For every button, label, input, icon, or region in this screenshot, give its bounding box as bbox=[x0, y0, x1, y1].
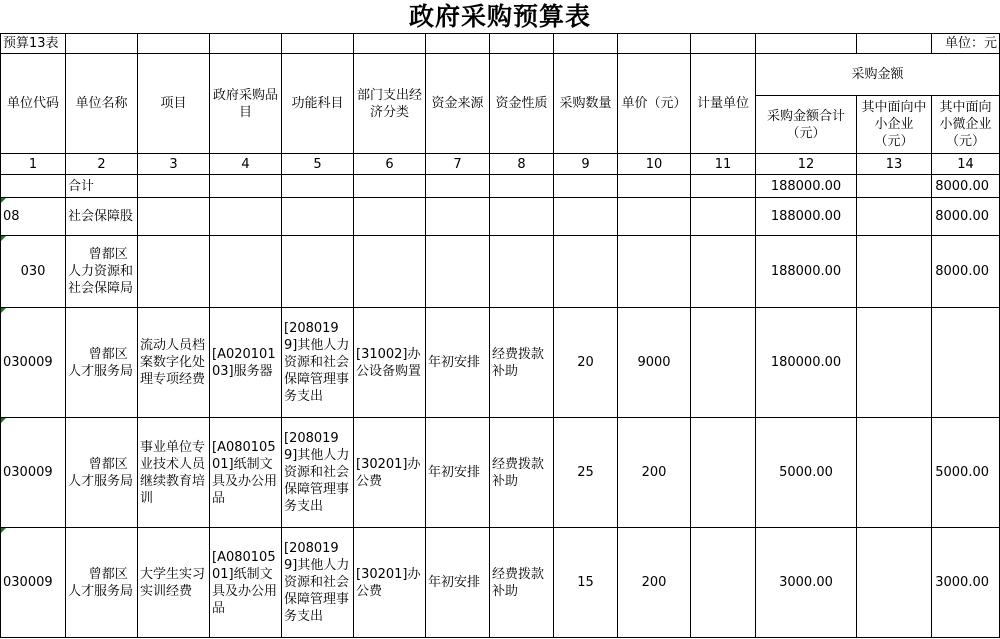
header-fund-nature[interactable]: 资金性质 bbox=[490, 54, 554, 154]
cell-qty[interactable] bbox=[554, 175, 618, 198]
cell-econ[interactable] bbox=[354, 236, 426, 308]
cell-price[interactable] bbox=[618, 198, 691, 236]
budget-table bbox=[0, 33, 1000, 638]
col-number[interactable]: 5 bbox=[282, 154, 354, 175]
cell-item[interactable]: [A08010501]纸制文具及办公用品 bbox=[210, 528, 282, 638]
col-number[interactable]: 4 bbox=[210, 154, 282, 175]
col-number[interactable]: 12 bbox=[756, 154, 857, 175]
header-quantity[interactable]: 采购数量 bbox=[554, 54, 618, 154]
cell-func[interactable]: [2080199]其他人力资源和社会保障管理事务支出 bbox=[282, 308, 354, 418]
cell-project[interactable] bbox=[138, 236, 210, 308]
cell-name[interactable]: 曾都区人才服务局 bbox=[66, 308, 138, 418]
cell[interactable] bbox=[554, 34, 618, 54]
cell-total[interactable]: 188000.00 bbox=[756, 198, 857, 236]
cell-item[interactable]: [A08010501]纸制文具及办公用品 bbox=[210, 418, 282, 528]
cell-qty[interactable] bbox=[554, 198, 618, 236]
cell-project[interactable] bbox=[138, 175, 210, 198]
table-row bbox=[1, 198, 1000, 236]
cell-qty[interactable] bbox=[554, 236, 618, 308]
cell-econ[interactable]: [30201]办公费 bbox=[354, 418, 426, 528]
cell-code[interactable]: 08 bbox=[1, 198, 66, 236]
cell-source[interactable]: 年初安排 bbox=[426, 418, 490, 528]
cell-unit[interactable] bbox=[691, 418, 756, 528]
cell-total[interactable]: 188000.00 bbox=[756, 236, 857, 308]
cell-func[interactable] bbox=[282, 198, 354, 236]
cell[interactable] bbox=[354, 34, 426, 54]
cell-sme[interactable] bbox=[857, 308, 932, 418]
cell-func[interactable]: [2080199]其他人力资源和社会保障管理事务支出 bbox=[282, 528, 354, 638]
cell-sme[interactable] bbox=[857, 418, 932, 528]
cell-item[interactable] bbox=[210, 198, 282, 236]
cell[interactable] bbox=[282, 34, 354, 54]
cell-func[interactable] bbox=[282, 175, 354, 198]
col-number[interactable]: 1 bbox=[1, 154, 66, 175]
cell-nature[interactable] bbox=[490, 236, 554, 308]
cell-price[interactable]: 9000 bbox=[618, 308, 691, 418]
cell-micro[interactable]: 8000.00 bbox=[932, 198, 1000, 236]
header-unit-price[interactable]: 单价（元） bbox=[618, 54, 691, 154]
col-number[interactable]: 6 bbox=[354, 154, 426, 175]
col-number[interactable]: 3 bbox=[138, 154, 210, 175]
col-number[interactable]: 10 bbox=[618, 154, 691, 175]
cell-sme[interactable] bbox=[857, 198, 932, 236]
cell[interactable] bbox=[756, 34, 857, 54]
table-row bbox=[1, 236, 1000, 308]
cell-code[interactable]: 030009 bbox=[1, 528, 66, 638]
header-amount-total[interactable]: 采购金额合计（元） bbox=[756, 96, 857, 154]
cell-code[interactable]: 030009 bbox=[1, 418, 66, 528]
cell-name[interactable]: 曾都区人才服务局 bbox=[66, 418, 138, 528]
cell-code[interactable]: 030 bbox=[1, 236, 66, 308]
cell-total[interactable]: 3000.00 bbox=[756, 528, 857, 638]
cell-name[interactable]: 曾都区人才服务局 bbox=[66, 528, 138, 638]
cell-unit[interactable] bbox=[691, 308, 756, 418]
cell[interactable] bbox=[210, 34, 282, 54]
cell-item[interactable]: [A02010103]服务器 bbox=[210, 308, 282, 418]
col-number[interactable]: 7 bbox=[426, 154, 490, 175]
table-row bbox=[1, 418, 1000, 528]
unit-label[interactable]: 单位：元 bbox=[932, 34, 1000, 54]
cell-project[interactable]: 事业单位专业技术人员继续教育培训 bbox=[138, 418, 210, 528]
cell-project[interactable]: 流动人员档案数字化处理专项经费 bbox=[138, 308, 210, 418]
cell[interactable] bbox=[426, 34, 490, 54]
cell-total[interactable]: 188000.00 bbox=[756, 175, 857, 198]
header-procurement-item[interactable]: 政府采购品目 bbox=[210, 54, 282, 154]
cell-sme[interactable] bbox=[857, 175, 932, 198]
cell-nature[interactable] bbox=[490, 175, 554, 198]
cell-price[interactable] bbox=[618, 236, 691, 308]
cell-nature[interactable]: 经费拨款补助 bbox=[490, 418, 554, 528]
cell-total[interactable]: 180000.00 bbox=[756, 308, 857, 418]
cell-unit[interactable] bbox=[691, 236, 756, 308]
header-amount-micro[interactable]: 其中面向小微企业（元） bbox=[932, 96, 1000, 154]
header-fund-source[interactable]: 资金来源 bbox=[426, 54, 490, 154]
cell-nature[interactable]: 经费拨款补助 bbox=[490, 528, 554, 638]
col-number[interactable]: 8 bbox=[490, 154, 554, 175]
header-economic-class[interactable]: 部门支出经济分类 bbox=[354, 54, 426, 154]
header-unit-name[interactable]: 单位名称 bbox=[66, 54, 138, 154]
header-row-1 bbox=[1, 54, 1000, 96]
table-code[interactable]: 预算13表 bbox=[1, 34, 66, 54]
cell-sme[interactable] bbox=[857, 528, 932, 638]
header-measure-unit[interactable]: 计量单位 bbox=[691, 54, 756, 154]
cell-econ[interactable]: [31002]办公设备购置 bbox=[354, 308, 426, 418]
table-row bbox=[1, 528, 1000, 638]
cell[interactable] bbox=[490, 34, 554, 54]
table-row bbox=[1, 308, 1000, 418]
cell-item[interactable] bbox=[210, 175, 282, 198]
cell-total[interactable]: 5000.00 bbox=[756, 418, 857, 528]
cell[interactable] bbox=[618, 34, 691, 54]
cell-func[interactable]: [2080199]其他人力资源和社会保障管理事务支出 bbox=[282, 418, 354, 528]
cell-econ[interactable]: [30201]办公费 bbox=[354, 528, 426, 638]
cell[interactable] bbox=[138, 34, 210, 54]
header-project[interactable]: 项目 bbox=[138, 54, 210, 154]
cell-unit[interactable] bbox=[691, 528, 756, 638]
cell-source[interactable]: 年初安排 bbox=[426, 528, 490, 638]
cell-name[interactable]: 曾都区人力资源和社会保障局 bbox=[66, 236, 138, 308]
cell[interactable] bbox=[66, 34, 138, 54]
page-title: 政府采购预算表 bbox=[408, 2, 591, 31]
col-number[interactable]: 2 bbox=[66, 154, 138, 175]
cell[interactable] bbox=[691, 34, 756, 54]
cell-func[interactable] bbox=[282, 236, 354, 308]
header-amount-sme[interactable]: 其中面向中小企业（元） bbox=[857, 96, 932, 154]
cell-unit[interactable] bbox=[691, 198, 756, 236]
cell-project[interactable]: 大学生实习实训经费 bbox=[138, 528, 210, 638]
cell-code[interactable]: 030009 bbox=[1, 308, 66, 418]
header-amount-group[interactable]: 采购金额 bbox=[756, 54, 1000, 96]
cell-code[interactable] bbox=[1, 175, 66, 198]
cell-qty[interactable]: 25 bbox=[554, 418, 618, 528]
cell-price[interactable]: 200 bbox=[618, 528, 691, 638]
header-unit-code[interactable]: 单位代码 bbox=[1, 54, 66, 154]
column-number-row bbox=[1, 154, 1000, 175]
col-number[interactable]: 13 bbox=[857, 154, 932, 175]
cell-source[interactable] bbox=[426, 198, 490, 236]
col-number[interactable]: 14 bbox=[932, 154, 1000, 175]
cell-source[interactable]: 年初安排 bbox=[426, 308, 490, 418]
cell-sme[interactable] bbox=[857, 236, 932, 308]
cell-nature[interactable]: 经费拨款补助 bbox=[490, 308, 554, 418]
cell-econ[interactable] bbox=[354, 175, 426, 198]
col-number[interactable]: 9 bbox=[554, 154, 618, 175]
cell-price[interactable] bbox=[618, 175, 691, 198]
cell-name[interactable]: 合计 bbox=[66, 175, 138, 198]
cell-price[interactable]: 200 bbox=[618, 418, 691, 528]
cell-micro[interactable] bbox=[932, 308, 1000, 418]
cell-source[interactable] bbox=[426, 175, 490, 198]
header-function-subject[interactable]: 功能科目 bbox=[282, 54, 354, 154]
table-row bbox=[1, 175, 1000, 198]
cell-item[interactable] bbox=[210, 236, 282, 308]
cell-econ[interactable] bbox=[354, 198, 426, 236]
cell-micro[interactable]: 5000.00 bbox=[932, 418, 1000, 528]
cell-project[interactable] bbox=[138, 198, 210, 236]
cell-qty[interactable]: 15 bbox=[554, 528, 618, 638]
cell-unit[interactable] bbox=[691, 175, 756, 198]
cell-nature[interactable] bbox=[490, 198, 554, 236]
cell-micro[interactable]: 3000.00 bbox=[932, 528, 1000, 638]
cell[interactable] bbox=[857, 34, 932, 54]
cell-qty[interactable]: 20 bbox=[554, 308, 618, 418]
cell-name[interactable]: 社会保障股 bbox=[66, 198, 138, 236]
col-number[interactable]: 11 bbox=[691, 154, 756, 175]
cell-micro[interactable]: 8000.00 bbox=[932, 236, 1000, 308]
cell-micro[interactable]: 8000.00 bbox=[932, 175, 1000, 198]
cell-source[interactable] bbox=[426, 236, 490, 308]
meta-row bbox=[1, 34, 1000, 54]
